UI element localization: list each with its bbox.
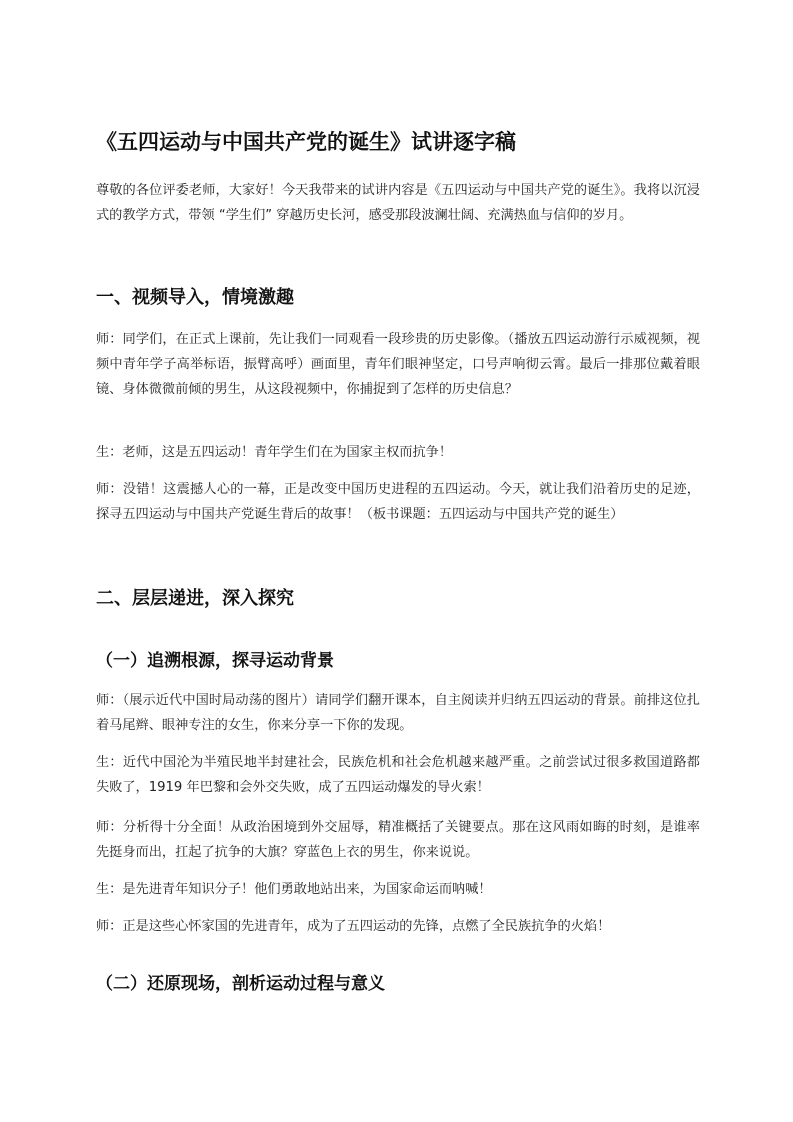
section-1-paragraph-1: 师：同学们，在正式上课前，先让我们一同观看一段珍贵的历史影像。（播放五四运动游行示威视频，视频中青年学子高举标语，振臂高呼）画面里，青年们眼神坚定，口号声响彻云霄。最后一排那位戴着眼镜、身体微微前倾的男生，从这段视频中，你捕捉到了怎样的历史信息？ [96,332,700,397]
subsection-1-paragraph-2: 生：近代中国沦为半殖民地半封建社会，民族危机和社会危机越来越严重。之前尝试过很多救国道路都失败了，1919 年巴黎和会外交失败，成了五四运动爆发的导火索！ [96,755,700,795]
subsection-1-paragraph-5: 师：正是这些心怀家国的先进青年，成为了五四运动的先锋，点燃了全民族抗争的火焰！ [96,919,611,934]
subsection-2-heading: （二）还原现场，剖析运动过程与意义 [96,974,385,994]
section-1-heading: 一、视频导入，情境激趣 [96,287,294,308]
section-1-paragraph-2: 生：老师，这是五四运动！青年学生们在为国家主权而抗争！ [96,445,453,460]
document-title: 《五四运动与中国共产党的诞生》试讲逐字稿 [96,130,516,154]
subsection-1-heading: （一）追溯根源，探寻运动背景 [96,651,334,671]
intro-paragraph: 尊敬的各位评委老师，大家好！今天我带来的试讲内容是《五四运动与中国共产党的诞生》。我将以沉浸式的教学方式，带领 “学生们” 穿越历史长河，感受那段波澜壮阔、充满热血与信仰的岁月。 [96,183,700,223]
subsection-1-paragraph-3: 师：分析得十分全面！从政治困境到外交屈辱，精准概括了关键要点。那在这风雨如晦的时刻，是谁率先挺身而出，扛起了抗争的大旗？穿蓝色上衣的男生，你来说说。 [96,820,700,860]
section-2-heading: 二、层层递进，深入探究 [96,588,294,609]
subsection-1-paragraph-4: 生：是先进青年知识分子！他们勇敢地站出来，为国家命运而呐喊！ [96,882,492,897]
section-1-paragraph-3: 师：没错！这震撼人心的一幕，正是改变中国历史进程的五四运动。今天，就让我们沿着历史的足迹，探寻五四运动与中国共产党诞生背后的故事！（板书课题：五四运动与中国共产党的诞生） [96,482,700,522]
subsection-1-paragraph-1: 师：（展示近代中国时局动荡的图片）请同学们翻开课本，自主阅读并归纳五四运动的背景。前排这位扎着马尾辫、眼神专注的女生，你来分享一下你的发现。 [96,693,700,733]
